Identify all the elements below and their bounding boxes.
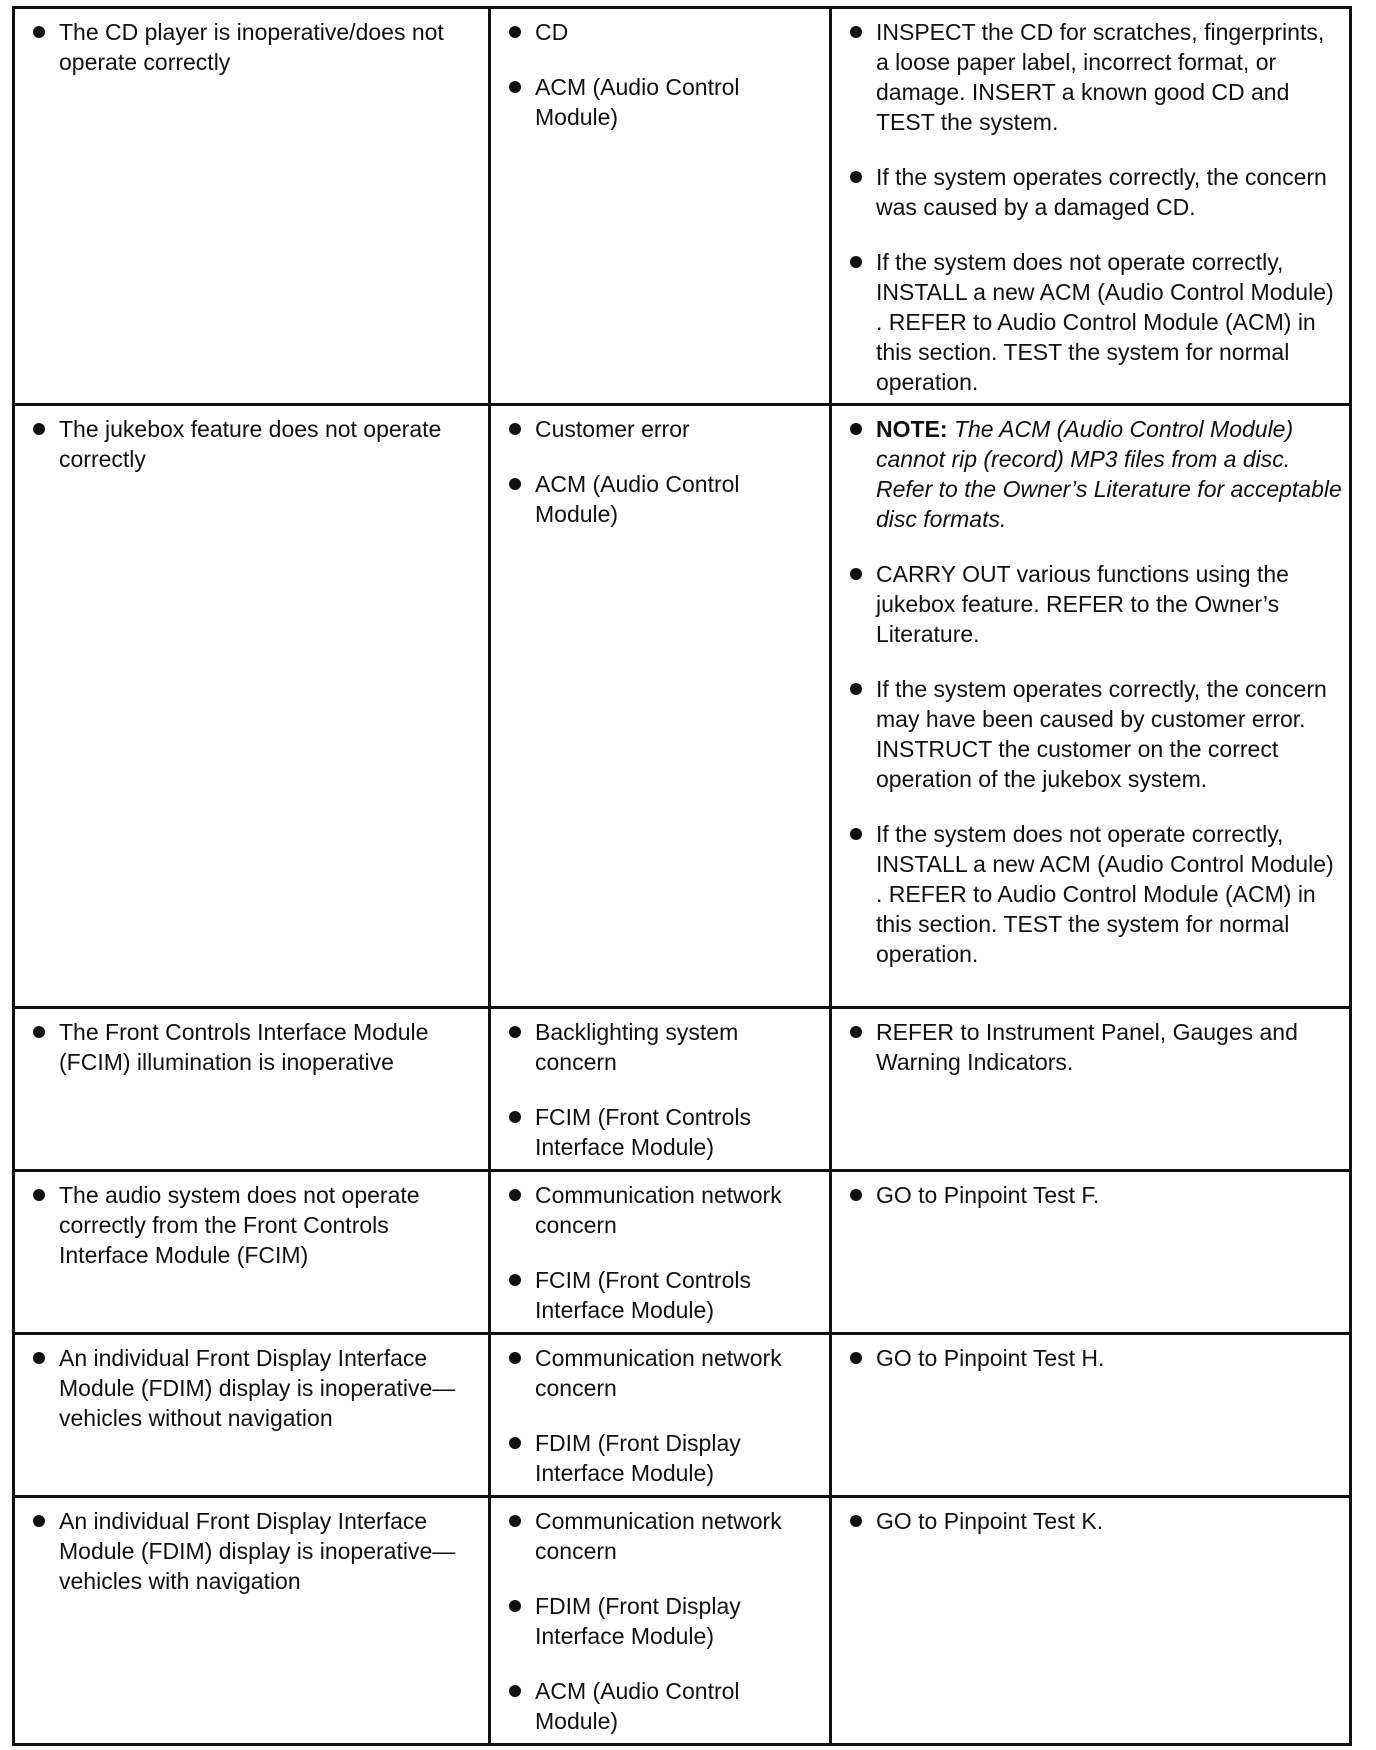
condition-cell [14,1008,490,1171]
list-item: FDIM (Front Display Interface Module) [501,1428,823,1488]
note-text: The ACM (Audio Control Module) cannot rip (record) MP3 files from a disc. Refer to the Owner’s Literature for acceptable disc formats. [876,416,1342,532]
list-item: If the system operates correctly, the concern was caused by a damaged CD. [842,162,1343,222]
action-cell [831,1008,1351,1171]
list-item: Communication network concern [501,1343,823,1403]
list-item: GO to Pinpoint Test K. [842,1506,1343,1536]
condition-cell [14,8,490,405]
source-cell [490,1171,831,1334]
table-row [14,8,1351,405]
table-row [14,1497,1351,1745]
table-row [14,1334,1351,1497]
source-cell [490,1334,831,1497]
condition-cell [14,1171,490,1334]
table-row [14,1008,1351,1171]
list-item: CARRY OUT various functions using the jukebox feature. REFER to the Owner’s Literature. [842,559,1343,649]
list-item: If the system does not operate correctly, INSTALL a new ACM (Audio Control Module) . REFER to Audio Control Module (ACM) in this section. TEST the system for normal operation. [842,819,1343,969]
table-row [14,405,1351,1008]
list-item: Backlighting system concern [501,1017,823,1077]
source-cell [490,405,831,1008]
condition-cell [14,1334,490,1497]
list-item: An individual Front Display Interface Module (FDIM) display is inoperative— vehicles with navigation [25,1506,482,1596]
list-item: FCIM (Front Controls Interface Module) [501,1102,823,1162]
list-item: The audio system does not operate correctly from the Front Controls Interface Module (FCIM) [25,1180,482,1270]
action-cell [831,8,1351,405]
list-item: If the system operates correctly, the concern may have been caused by customer error. INSTRUCT the customer on the correct operation of the jukebox system. [842,674,1343,794]
list-item: ACM (Audio Control Module) [501,72,823,132]
action-cell [831,1497,1351,1745]
list-item: FDIM (Front Display Interface Module) [501,1591,823,1651]
list-item: An individual Front Display Interface Module (FDIM) display is inoperative— vehicles without navigation [25,1343,482,1433]
list-item: The Front Controls Interface Module (FCIM) illumination is inoperative [25,1017,482,1077]
list-item: Communication network concern [501,1506,823,1566]
action-cell [831,1171,1351,1334]
list-item: ACM (Audio Control Module) [501,469,823,529]
table-row [14,1171,1351,1334]
note-label: NOTE: [876,416,948,442]
source-cell [490,1497,831,1745]
symptom-chart-table [12,6,1352,1746]
condition-cell [14,1497,490,1745]
action-cell [831,405,1351,1008]
list-item: The jukebox feature does not operate correctly [25,414,482,474]
list-item: Communication network concern [501,1180,823,1240]
action-cell [831,1334,1351,1497]
list-item: INSPECT the CD for scratches, fingerprints, a loose paper label, incorrect format, or damage. INSERT a known good CD and TEST the system. [842,17,1343,137]
list-item: REFER to Instrument Panel, Gauges and Warning Indicators. [842,1017,1343,1077]
list-item: GO to Pinpoint Test H. [842,1343,1343,1373]
list-item: The CD player is inoperative/does not operate correctly [25,17,482,77]
list-item: Customer error [501,414,823,444]
list-item: If the system does not operate correctly, INSTALL a new ACM (Audio Control Module) . REFER to Audio Control Module (ACM) in this section. TEST the system for normal operation. [842,247,1343,397]
source-cell [490,1008,831,1171]
note-item [842,414,1343,534]
source-cell [490,8,831,405]
condition-cell [14,405,490,1008]
list-item: CD [501,17,823,47]
list-item: ACM (Audio Control Module) [501,1676,823,1736]
list-item: GO to Pinpoint Test F. [842,1180,1343,1210]
list-item: FCIM (Front Controls Interface Module) [501,1265,823,1325]
